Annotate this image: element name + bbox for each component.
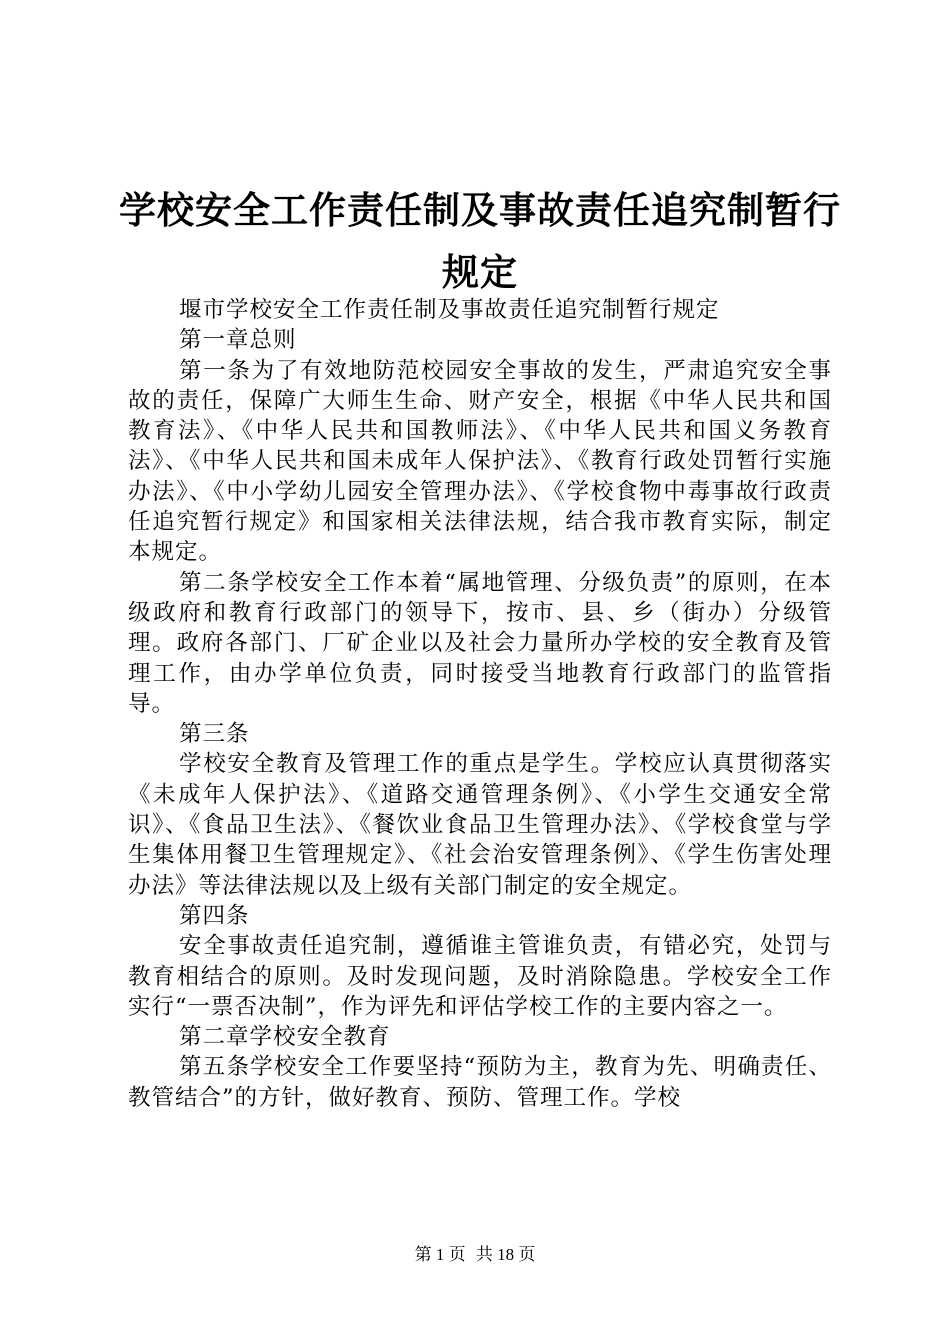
heading-chapter-2: 第二章学校安全教育: [179, 1024, 391, 1051]
heading-article-3: 第三条: [179, 721, 250, 748]
article-1: 第一条为了有效地防范校园安全事故的发生，严肃追究安全事故的责任，保障广大师生生命、财产安全，根据《中华人民共和国教育法》、《中华人民共和国教师法》、《中华人民共和国义务教育法》、《中华人民共和国未成年人保护法》、《教育行政处罚暂行实施办法》、《中小学幼儿园安全管理办法》、《学校食物中毒事故行政责任追究暂行规定》和国家相关法律法规，结合我市教育实际，制定本规定。: [128, 357, 832, 566]
document-body: [128, 295, 832, 1113]
article-5: 第五条学校安全工作要坚持“预防为主，教育为先、明确责任、教管结合”的方针，做好教育、预防、管理工作。学校: [128, 1054, 832, 1111]
article-3-body: 学校安全教育及管理工作的重点是学生。学校应认真贯彻落实《未成年人保护法》、《道路交通管理条例》、《小学生交通安全常识》、《食品卫生法》、《餐饮业食品卫生管理办法》、《学校食堂与学生集体用餐卫生管理规定》、《社会治安管理条例》、《学生伤害处理办法》等法律法规以及上级有关部门制定的安全规定。: [128, 751, 832, 899]
page-total: 共 18 页: [475, 1245, 536, 1264]
heading-article-4: 第四条: [179, 902, 250, 929]
paragraph-subtitle: 堰市学校安全工作责任制及事故责任追究制暂行规定: [179, 297, 720, 323]
article-2: 第二条学校安全工作本着“属地管理、分级负责”的原则，在本级政府和教育行政部门的领导下，按市、县、乡（街办）分级管理。政府各部门、厂矿企业以及社会力量所办学校的安全教育及管理工作，由办学单位负责，同时接受当地教育行政部门的监管指导。: [128, 569, 832, 717]
document-title: 学校安全工作责任制及事故责任追究制暂行规定: [119, 189, 841, 294]
article-4-body: 安全事故责任追究制，遵循谁主管谁负责，有错必究，处罚与教育相结合的原则。及时发现问题，及时消除隐患。学校安全工作实行“一票否决制”，作为评先和评估学校工作的主要内容之一。: [128, 933, 832, 1020]
page-number: 第 1 页: [414, 1245, 466, 1264]
heading-chapter-1: 第一章总则: [179, 327, 297, 354]
page-footer: [0, 1240, 950, 1265]
